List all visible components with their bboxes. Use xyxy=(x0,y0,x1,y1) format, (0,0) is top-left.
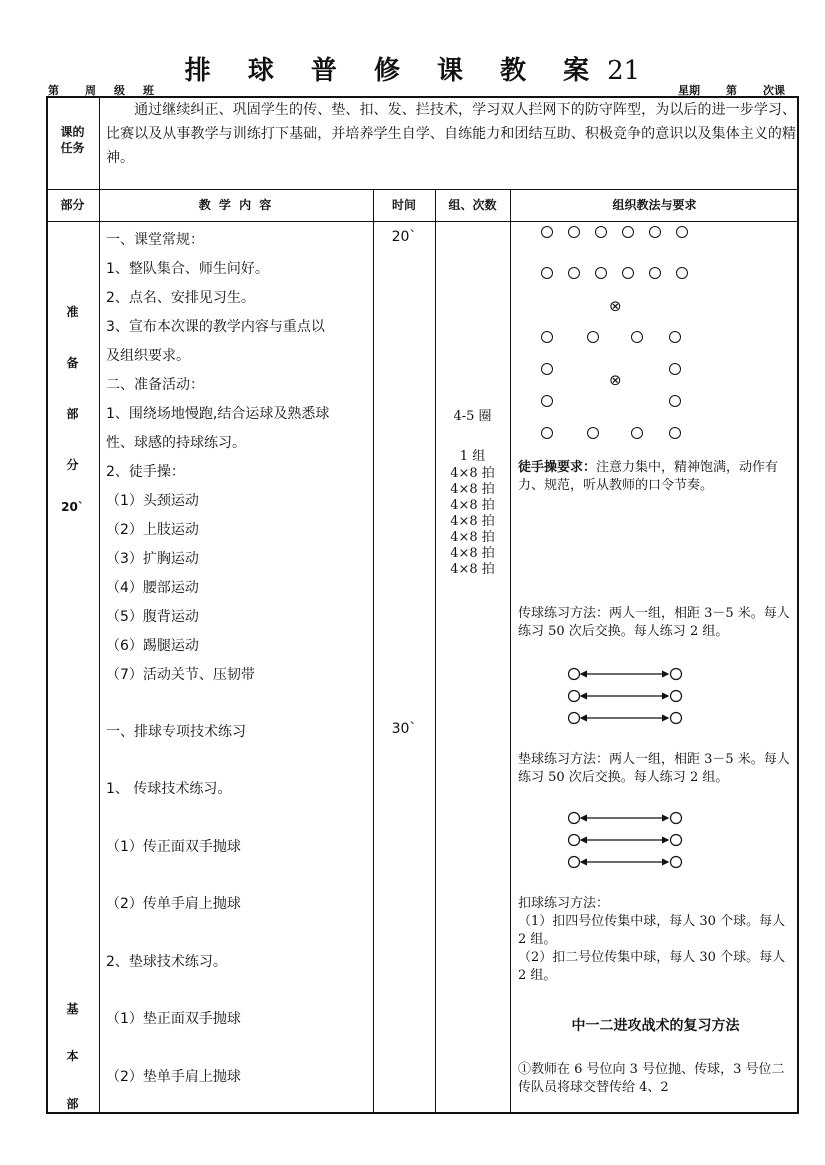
content-line: 1、围绕场地慢跑,结合运球及熟悉球 xyxy=(106,406,330,422)
group-value: 4×8 拍 xyxy=(450,562,495,577)
player-circle xyxy=(595,267,607,279)
divider xyxy=(510,189,511,1114)
content-line: 3、宣布本次课的教学内容与重点以 xyxy=(106,319,325,335)
section-prep-char: 准 xyxy=(66,305,79,319)
section-prep-char: 部 xyxy=(66,407,79,421)
content-line: 2、垫球技术练习。 xyxy=(106,954,227,970)
col-part: 部分 xyxy=(60,198,85,212)
header-week-prefix: 第 xyxy=(48,84,59,97)
player-circle xyxy=(649,226,661,238)
player-circle xyxy=(631,331,643,343)
lesson-number: 21 xyxy=(607,56,641,86)
header-week: 周 xyxy=(85,84,96,97)
col-group: 组、次数 xyxy=(448,198,497,212)
content-line: （2）垫单手肩上抛球 xyxy=(106,1069,241,1085)
player-circle xyxy=(669,395,681,407)
dig-method: 垫球练习方法：两人一组，相距 3－5 米。每人练习 50 次后交换。每人练习 2 组。 xyxy=(518,752,790,785)
col-method: 组织教法与要求 xyxy=(612,198,697,212)
content-line: 二、准备活动： xyxy=(106,377,204,393)
player-circle xyxy=(541,226,553,238)
section-basic-char: 部 xyxy=(66,1097,79,1111)
player-circle xyxy=(595,226,607,238)
col-time: 时间 xyxy=(391,198,416,212)
content-line: 1、 传球技术练习。 xyxy=(106,781,232,797)
section-prep-char: 备 xyxy=(66,356,79,370)
attack-tactic-title: 中一二进攻战术的复习方法 xyxy=(571,1018,740,1034)
group-value: 4×8 拍 xyxy=(450,530,495,545)
content-line: 性、球感的持球练习。 xyxy=(106,435,246,451)
header-class: 班 xyxy=(143,84,154,97)
content-line: 2、徒手操： xyxy=(106,464,185,480)
player-circle xyxy=(631,427,643,439)
section-basic-char: 基 xyxy=(66,1002,79,1016)
calisthenics-requirement xyxy=(518,459,793,495)
title-text: 排 球 普 修 课 教 案 xyxy=(184,56,604,86)
player-circle xyxy=(568,267,580,279)
divider xyxy=(435,189,436,1114)
spike-title: 扣球练习方法： xyxy=(518,896,610,911)
player-circle xyxy=(587,331,599,343)
group-value: 4×8 拍 xyxy=(450,498,495,513)
player-circle xyxy=(541,395,553,407)
pass-drill-diagram xyxy=(560,664,690,730)
player-circle xyxy=(541,363,553,375)
content-line: 一、课堂常规： xyxy=(106,232,204,248)
header-grade: 级 xyxy=(114,84,125,97)
group-value: 4×8 拍 xyxy=(450,482,495,497)
content-line: 一、排球专项技术练习 xyxy=(106,724,246,740)
header-session-prefix: 第 xyxy=(726,84,737,97)
spike-item: （1）扣四号位传集中球，每人 30 个球。每人 2 组。 xyxy=(518,914,786,947)
player-circle xyxy=(622,267,634,279)
spike-method xyxy=(518,895,793,985)
group-value: 4-5 圈 xyxy=(453,409,492,424)
time-value: 20` xyxy=(391,229,417,245)
attack-tactic-text: ①教师在 6 号位向 3 号位抛、传球，3 号位二传队员将球交替传给 4、2 xyxy=(518,1062,785,1095)
player-circle xyxy=(541,427,553,439)
group-value: 1 组 xyxy=(459,449,486,464)
section-basic-char: 本 xyxy=(66,1049,79,1063)
teacher-marker-icon: ⊗ xyxy=(609,297,622,315)
section-prep-time: 20` xyxy=(61,500,84,514)
player-circle xyxy=(649,267,661,279)
section-prep-char: 分 xyxy=(66,458,79,472)
player-circle xyxy=(669,427,681,439)
player-circle xyxy=(676,267,688,279)
player-circle xyxy=(676,226,688,238)
content-line: （3）扩胸运动 xyxy=(106,551,199,567)
group-value: 4×8 拍 xyxy=(450,546,495,561)
content-line: （5）腹背运动 xyxy=(106,609,199,625)
time-value: 30` xyxy=(391,721,417,737)
content-line: （2）上肢运动 xyxy=(106,522,199,538)
divider xyxy=(373,189,374,1114)
header-session: 次课 xyxy=(763,84,785,97)
calisthenics-text: 注意力集中，精神饱满，动作有力、规范，听从教师的口令节奏。 xyxy=(518,460,779,493)
content-line: （4）腰部运动 xyxy=(106,580,199,596)
task-label: 课的 任务 xyxy=(60,125,85,155)
pass-method: 传球练习方法：两人一组，相距 3－5 米。每人练习 50 次后交换。每人练习 2 组。 xyxy=(518,606,790,639)
player-circle xyxy=(541,267,553,279)
player-circle xyxy=(669,331,681,343)
task-text: 通过继续纠正、巩固学生的传、垫、扣、发、拦技术，学习双人拦网下的防守阵型，为以后的进一步学习、比赛以及从事教学与训练打下基础，并培养学生自学、自练能力和团结互助、积极竞争的意识以及集体主义的精神。 xyxy=(106,102,796,166)
teacher-marker-icon: ⊗ xyxy=(609,371,622,389)
content-line: （2）传单手肩上抛球 xyxy=(106,896,241,912)
content-line: （1）传正面双手抛球 xyxy=(106,839,241,855)
divider xyxy=(46,221,799,222)
content-line: （1）垫正面双手抛球 xyxy=(106,1011,241,1027)
player-circle xyxy=(622,226,634,238)
content-line: （1）头颈运动 xyxy=(106,493,199,509)
player-circle xyxy=(587,427,599,439)
dig-drill-diagram xyxy=(560,808,690,874)
group-value: 4×8 拍 xyxy=(450,466,495,481)
header-weekday: 星期 xyxy=(678,84,700,97)
content-line: 及组织要求。 xyxy=(106,348,190,364)
player-circle xyxy=(669,363,681,375)
spike-item: （2）扣二号位传集中球，每人 30 个球。每人 2 组。 xyxy=(518,950,786,983)
divider xyxy=(99,96,100,1114)
content-line: 1、整队集合、师生问好。 xyxy=(106,261,269,277)
content-line: （6）踢腿运动 xyxy=(106,638,199,654)
group-value: 4×8 拍 xyxy=(450,514,495,529)
col-content: 教 学 内 容 xyxy=(198,198,274,212)
content-line: 2、点名、安排见习生。 xyxy=(106,290,255,306)
content-line: （7）活动关节、压韧带 xyxy=(106,667,255,683)
calisthenics-label: 徒手操要求： xyxy=(518,460,597,475)
player-circle xyxy=(541,331,553,343)
player-circle xyxy=(568,226,580,238)
